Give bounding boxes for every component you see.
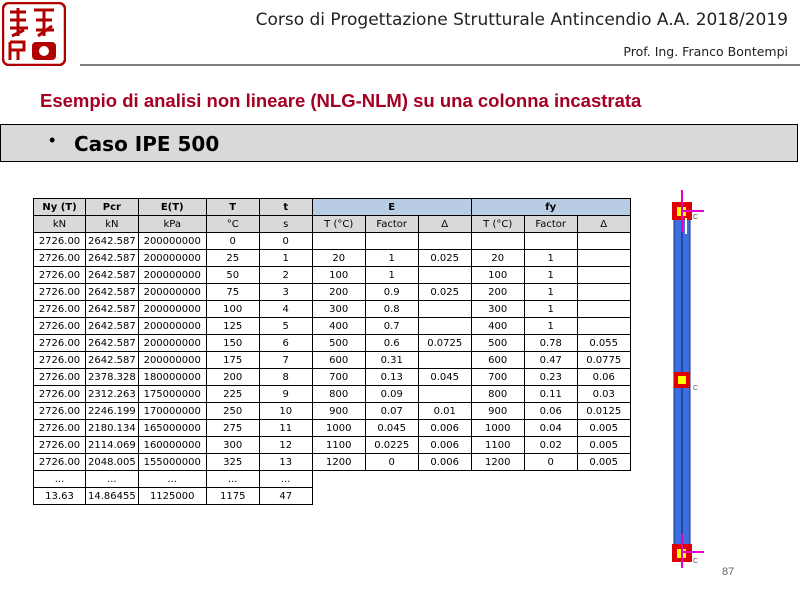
table-cell: 0.7 bbox=[365, 318, 418, 335]
table-cell: 0.0725 bbox=[418, 335, 471, 352]
table-cell: 0.07 bbox=[365, 403, 418, 420]
bullet-banner bbox=[0, 124, 798, 162]
table-row bbox=[34, 301, 631, 318]
table-cell: ... bbox=[138, 471, 206, 488]
table-cell: 0 bbox=[259, 233, 312, 250]
table-cell: 1 bbox=[524, 301, 577, 318]
table-cell: 2726.00 bbox=[34, 386, 86, 403]
table-cell: 2726.00 bbox=[34, 284, 86, 301]
table-cell: 2726.00 bbox=[34, 437, 86, 454]
table-cell: 14.86455 bbox=[86, 488, 139, 505]
col-header-time: t bbox=[259, 199, 312, 216]
table-cell: ... bbox=[259, 471, 312, 488]
node-bottom-label: C bbox=[693, 558, 699, 565]
table-cell: 1 bbox=[259, 250, 312, 267]
table-cell: 800 bbox=[312, 386, 365, 403]
table-row bbox=[34, 369, 631, 386]
table-cell: 1125000 bbox=[138, 488, 206, 505]
table-cell: 0.006 bbox=[418, 420, 471, 437]
table-cell: 2726.00 bbox=[34, 301, 86, 318]
table-cell: 2378.328 bbox=[86, 369, 139, 386]
table-cell: 0.02 bbox=[524, 437, 577, 454]
course-title: Corso di Progettazione Strutturale Antincendio A.A. 2018/2019 bbox=[255, 10, 788, 30]
table-cell: 0.0775 bbox=[577, 352, 630, 369]
empty-space bbox=[365, 488, 418, 505]
table-cell: 0.9 bbox=[365, 284, 418, 301]
table-cell bbox=[418, 386, 471, 403]
unit-cell: kN bbox=[34, 216, 86, 233]
table-row bbox=[34, 284, 631, 301]
unit-cell: kN bbox=[86, 216, 139, 233]
table-cell: 2246.199 bbox=[86, 403, 139, 420]
table-cell: 300 bbox=[471, 301, 524, 318]
table-group-header-row bbox=[34, 199, 631, 216]
table-cell: 250 bbox=[206, 403, 259, 420]
table-row bbox=[34, 403, 631, 420]
unit-cell: T (°C) bbox=[471, 216, 524, 233]
table-cell: 2642.587 bbox=[86, 352, 139, 369]
table-cell: 500 bbox=[312, 335, 365, 352]
table-cell bbox=[418, 318, 471, 335]
table-cell: 47 bbox=[259, 488, 312, 505]
table-cell: 200000000 bbox=[138, 233, 206, 250]
table-cell: 200000000 bbox=[138, 352, 206, 369]
table-cell: 1 bbox=[365, 267, 418, 284]
table-cell: 11 bbox=[259, 420, 312, 437]
table-cell: 1 bbox=[524, 284, 577, 301]
table-cell: 0.025 bbox=[418, 284, 471, 301]
table-cell: 200000000 bbox=[138, 318, 206, 335]
table-cell bbox=[312, 233, 365, 250]
table-cell: 300 bbox=[206, 437, 259, 454]
table-cell: 0.6 bbox=[365, 335, 418, 352]
table-cell: 700 bbox=[471, 369, 524, 386]
empty-space bbox=[577, 488, 630, 505]
table-cell: 0.055 bbox=[577, 335, 630, 352]
table-cell: 0.09 bbox=[365, 386, 418, 403]
unit-cell: Factor bbox=[524, 216, 577, 233]
table-cell: 200000000 bbox=[138, 335, 206, 352]
table-cell: 2642.587 bbox=[86, 250, 139, 267]
table-cell: 200000000 bbox=[138, 250, 206, 267]
table-cell: 2642.587 bbox=[86, 318, 139, 335]
table-cell: 155000000 bbox=[138, 454, 206, 471]
table-cell: 200000000 bbox=[138, 267, 206, 284]
table-cell: 8 bbox=[259, 369, 312, 386]
analysis-table bbox=[33, 198, 631, 505]
empty-space bbox=[365, 471, 418, 488]
table-cell: 2726.00 bbox=[34, 267, 86, 284]
table-cell: 1200 bbox=[471, 454, 524, 471]
table-cell: 225 bbox=[206, 386, 259, 403]
table-row bbox=[34, 335, 631, 352]
table-cell bbox=[418, 352, 471, 369]
table-cell: 275 bbox=[206, 420, 259, 437]
table-cell: 2642.587 bbox=[86, 284, 139, 301]
table-cell: 0.006 bbox=[418, 437, 471, 454]
table-cell: 13 bbox=[259, 454, 312, 471]
table-cell: 2726.00 bbox=[34, 335, 86, 352]
table-cell: 200 bbox=[471, 284, 524, 301]
col-header-pcr: Pcr bbox=[86, 199, 139, 216]
table-cell: 0 bbox=[365, 454, 418, 471]
table-cell: 3 bbox=[259, 284, 312, 301]
table-cell: 0.23 bbox=[524, 369, 577, 386]
table-cell: 25 bbox=[206, 250, 259, 267]
table-cell: 0.025 bbox=[418, 250, 471, 267]
table-row bbox=[34, 386, 631, 403]
table-row bbox=[34, 352, 631, 369]
table-cell: 1 bbox=[524, 267, 577, 284]
table-cell: 2726.00 bbox=[34, 369, 86, 386]
table-cell: 1 bbox=[524, 318, 577, 335]
table-units-row bbox=[34, 216, 631, 233]
table-cell: ... bbox=[34, 471, 86, 488]
table-cell: 175 bbox=[206, 352, 259, 369]
empty-space bbox=[312, 488, 365, 505]
table-row bbox=[34, 318, 631, 335]
table-cell bbox=[524, 233, 577, 250]
table-cell: 0.13 bbox=[365, 369, 418, 386]
table-cell: 1175 bbox=[206, 488, 259, 505]
table-cell: 2642.587 bbox=[86, 233, 139, 250]
empty-space bbox=[471, 488, 524, 505]
table-ellipsis-row bbox=[34, 471, 631, 488]
table-cell: 13.63 bbox=[34, 488, 86, 505]
table-cell: 0.0225 bbox=[365, 437, 418, 454]
table-cell: 0.47 bbox=[524, 352, 577, 369]
table-cell: 2726.00 bbox=[34, 250, 86, 267]
table-cell: 175000000 bbox=[138, 386, 206, 403]
table-row bbox=[34, 267, 631, 284]
table-cell: 50 bbox=[206, 267, 259, 284]
table-cell: 2 bbox=[259, 267, 312, 284]
table-cell: 900 bbox=[471, 403, 524, 420]
unit-cell: °C bbox=[206, 216, 259, 233]
unit-cell: s bbox=[259, 216, 312, 233]
table-cell: 2726.00 bbox=[34, 420, 86, 437]
table-cell: 180000000 bbox=[138, 369, 206, 386]
table-cell: 200 bbox=[312, 284, 365, 301]
table-cell: 600 bbox=[312, 352, 365, 369]
table-cell: 0.11 bbox=[524, 386, 577, 403]
university-logo bbox=[2, 2, 66, 66]
table-final-row bbox=[34, 488, 631, 505]
empty-space bbox=[524, 471, 577, 488]
table-cell: 2180.134 bbox=[86, 420, 139, 437]
table-cell: 200000000 bbox=[138, 284, 206, 301]
node-top-label: C bbox=[693, 214, 699, 221]
slide-title: Esempio di analisi non lineare (NLG-NLM) su una colonna incastrata bbox=[40, 90, 642, 111]
table-cell: 125 bbox=[206, 318, 259, 335]
table-cell: 150 bbox=[206, 335, 259, 352]
table-cell: 0.005 bbox=[577, 454, 630, 471]
table-cell: 2642.587 bbox=[86, 267, 139, 284]
empty-space bbox=[418, 488, 471, 505]
col-header-fy-group: fy bbox=[471, 199, 630, 216]
professor-name: Prof. Ing. Franco Bontempi bbox=[623, 44, 788, 59]
table-cell: 100 bbox=[206, 301, 259, 318]
table-cell: 200 bbox=[206, 369, 259, 386]
empty-space bbox=[577, 471, 630, 488]
table-cell: 0.31 bbox=[365, 352, 418, 369]
table-cell: 1200 bbox=[312, 454, 365, 471]
table-cell: 170000000 bbox=[138, 403, 206, 420]
table-cell: 325 bbox=[206, 454, 259, 471]
table-cell: 2726.00 bbox=[34, 454, 86, 471]
table-cell: 0 bbox=[524, 454, 577, 471]
table-cell: 400 bbox=[471, 318, 524, 335]
bullet-text: Caso IPE 500 bbox=[74, 132, 220, 156]
table-row bbox=[34, 454, 631, 471]
table-cell: 4 bbox=[259, 301, 312, 318]
empty-space bbox=[312, 471, 365, 488]
table-cell: 1000 bbox=[312, 420, 365, 437]
table-cell bbox=[577, 233, 630, 250]
table-cell: ... bbox=[206, 471, 259, 488]
table-cell: 2048.005 bbox=[86, 454, 139, 471]
table-cell: 500 bbox=[471, 335, 524, 352]
unit-cell: T (°C) bbox=[312, 216, 365, 233]
table-cell: 0.005 bbox=[577, 420, 630, 437]
table-cell: 165000000 bbox=[138, 420, 206, 437]
node-mid-label: C bbox=[693, 385, 699, 392]
empty-space bbox=[471, 471, 524, 488]
header-divider bbox=[80, 64, 800, 66]
unit-cell: Factor bbox=[365, 216, 418, 233]
table-row bbox=[34, 437, 631, 454]
unit-cell: Δ bbox=[418, 216, 471, 233]
table-cell: 9 bbox=[259, 386, 312, 403]
table-cell: 75 bbox=[206, 284, 259, 301]
col-header-e-group: E bbox=[312, 199, 471, 216]
table-cell: 1 bbox=[524, 250, 577, 267]
table-cell: 1000 bbox=[471, 420, 524, 437]
bullet-icon: • bbox=[49, 130, 56, 150]
table-cell: 1100 bbox=[471, 437, 524, 454]
table-cell bbox=[418, 267, 471, 284]
table-cell: 0.01 bbox=[418, 403, 471, 420]
table-cell: 2642.587 bbox=[86, 335, 139, 352]
table-cell: 800 bbox=[471, 386, 524, 403]
table-cell: 0.0125 bbox=[577, 403, 630, 420]
table-row bbox=[34, 420, 631, 437]
table-cell: 0.045 bbox=[418, 369, 471, 386]
table-cell: 10 bbox=[259, 403, 312, 420]
table-row bbox=[34, 250, 631, 267]
table-cell: 700 bbox=[312, 369, 365, 386]
table-cell bbox=[577, 301, 630, 318]
page-number: 87 bbox=[722, 566, 735, 578]
table-cell: 2726.00 bbox=[34, 403, 86, 420]
table-cell: 20 bbox=[471, 250, 524, 267]
table-cell bbox=[577, 267, 630, 284]
table-cell: 0.06 bbox=[577, 369, 630, 386]
table-cell bbox=[577, 284, 630, 301]
table-cell: 0.005 bbox=[577, 437, 630, 454]
unit-cell: Δ bbox=[577, 216, 630, 233]
column-model-diagram bbox=[660, 184, 710, 568]
table-cell: 12 bbox=[259, 437, 312, 454]
table-cell: 200000000 bbox=[138, 301, 206, 318]
table-cell bbox=[365, 233, 418, 250]
table-cell: 0.06 bbox=[524, 403, 577, 420]
table-cell: 2726.00 bbox=[34, 352, 86, 369]
table-cell: 0.03 bbox=[577, 386, 630, 403]
table-cell: 2726.00 bbox=[34, 233, 86, 250]
empty-space bbox=[418, 471, 471, 488]
table-cell: 2642.587 bbox=[86, 301, 139, 318]
table-cell bbox=[418, 301, 471, 318]
table-cell: 160000000 bbox=[138, 437, 206, 454]
table-cell: 600 bbox=[471, 352, 524, 369]
col-header-t: T bbox=[206, 199, 259, 216]
table-cell: 1 bbox=[365, 250, 418, 267]
table-cell: 900 bbox=[312, 403, 365, 420]
table-cell: 0.045 bbox=[365, 420, 418, 437]
table-cell: 100 bbox=[312, 267, 365, 284]
table-cell: 1100 bbox=[312, 437, 365, 454]
empty-space bbox=[524, 488, 577, 505]
table-cell: 2114.069 bbox=[86, 437, 139, 454]
table-cell: 7 bbox=[259, 352, 312, 369]
table-row bbox=[34, 233, 631, 250]
col-header-et: E(T) bbox=[138, 199, 206, 216]
table-cell bbox=[577, 250, 630, 267]
table-cell: 0.78 bbox=[524, 335, 577, 352]
node-mid-marker bbox=[678, 376, 686, 384]
table-cell bbox=[418, 233, 471, 250]
table-cell: 300 bbox=[312, 301, 365, 318]
table-cell: 2312.263 bbox=[86, 386, 139, 403]
col-header-ny: Ny (T) bbox=[34, 199, 86, 216]
table-cell: 20 bbox=[312, 250, 365, 267]
table-cell: 5 bbox=[259, 318, 312, 335]
table-cell: 0.006 bbox=[418, 454, 471, 471]
table-cell: 2726.00 bbox=[34, 318, 86, 335]
table-cell: 6 bbox=[259, 335, 312, 352]
table-cell: 0 bbox=[206, 233, 259, 250]
table-cell bbox=[471, 233, 524, 250]
table-cell: 0.04 bbox=[524, 420, 577, 437]
unit-cell: kPa bbox=[138, 216, 206, 233]
table-cell: 0.8 bbox=[365, 301, 418, 318]
table-cell: ... bbox=[86, 471, 139, 488]
table-cell bbox=[577, 318, 630, 335]
table-cell: 400 bbox=[312, 318, 365, 335]
table-cell: 100 bbox=[471, 267, 524, 284]
